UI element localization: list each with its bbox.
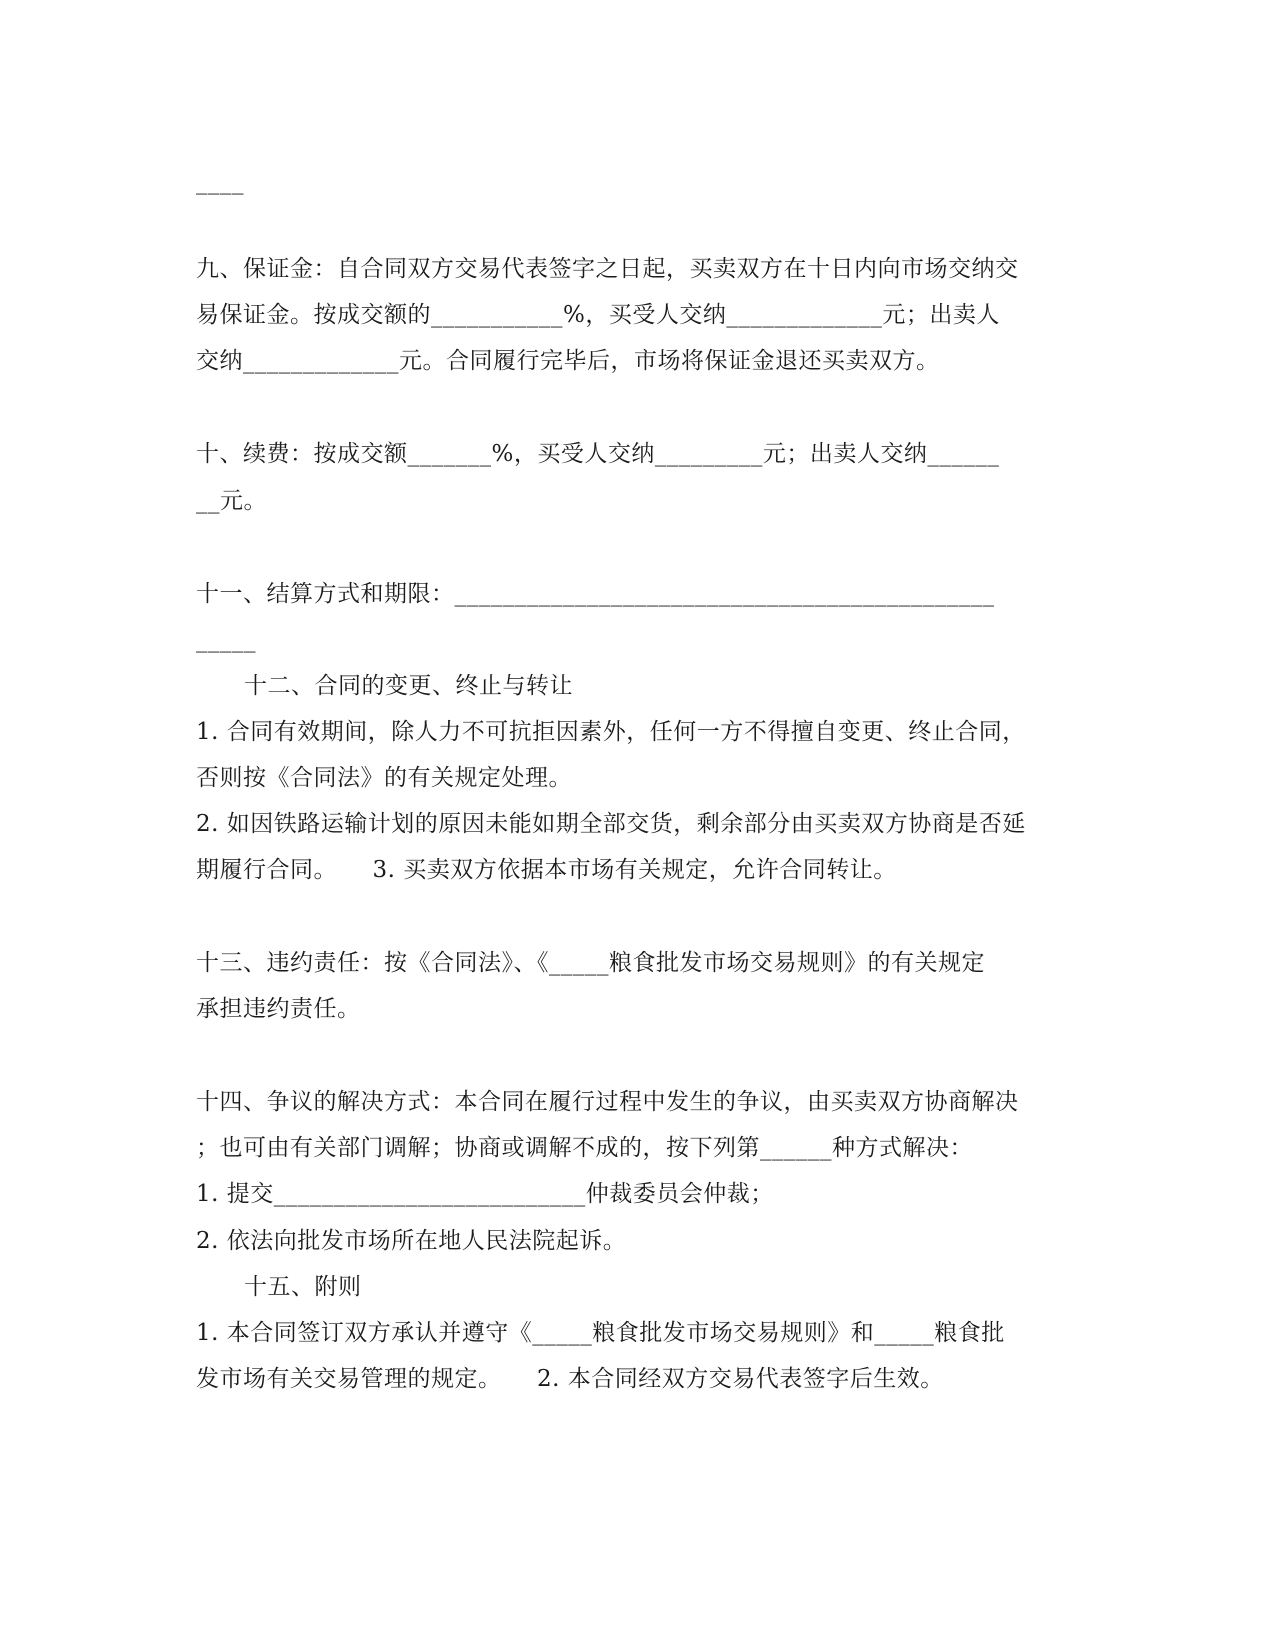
clause-10-line-2: __元。: [196, 488, 267, 514]
clause-10-line-1: 十、续费：按成交额_______%，买受人交纳_________元；出卖人交纳______: [196, 441, 1000, 467]
clause-12-item-1-line-2: 否则按《合同法》的有关规定处理。: [196, 765, 572, 791]
clause-9-line-3: 交纳_____________元。合同履行完毕后，市场将保证金退还买卖双方。: [196, 348, 940, 374]
clause-14-item-1: 1. 提交__________________________仲裁委员会仲裁；: [196, 1181, 774, 1207]
clause-14-line-2: ；也可由有关部门调解；协商或调解不成的，按下列第______种方式解决：: [196, 1135, 973, 1161]
clause-13-line-2: 承担违约责任。: [196, 996, 361, 1022]
clause-9-line-1: 九、保证金：自合同双方交易代表签字之日起，买卖双方在十日内向市场交纳交: [196, 256, 1019, 282]
text-line-blank: ____: [196, 169, 244, 195]
clause-9-line-2: 易保证金。按成交额的___________%，买受人交纳_____________元；出卖人: [196, 302, 1000, 328]
clause-12-item-2-line-1: 2. 如因铁路运输计划的原因未能如期全部交货，剩余部分由买卖双方协商是否延: [196, 811, 1026, 837]
clause-15-item-1-line-2: 发市场有关交易管理的规定。 2. 本合同经双方交易代表签字后生效。: [196, 1366, 944, 1392]
clause-12-heading: 十二、合同的变更、终止与转让: [244, 673, 573, 699]
clause-15-item-1-line-1: 1. 本合同签订双方承认并遵守《_____粮食批发市场交易规则》和_____粮食批: [196, 1320, 1005, 1346]
clause-14-line-1: 十四、争议的解决方式：本合同在履行过程中发生的争议，由买卖双方协商解决: [196, 1089, 1019, 1115]
clause-13-line-1: 十三、违约责任：按《合同法》、《_____粮食批发市场交易规则》的有关规定: [196, 950, 985, 976]
clause-11-line-1: 十一、结算方式和期限：_____________________________________________: [196, 581, 995, 607]
clause-11-line-2: _____: [196, 627, 256, 653]
clause-12-item-2-line-2: 期履行合同。 3. 买卖双方依据本市场有关规定，允许合同转让。: [196, 857, 897, 883]
clause-15-heading: 十五、附则: [244, 1274, 362, 1300]
clause-12-item-1-line-1: 1. 合同有效期间，除人力不可抗拒因素外，任何一方不得擅自变更、终止合同，: [196, 719, 1026, 745]
clause-14-item-2: 2. 依法向批发市场所在地人民法院起诉。: [196, 1228, 627, 1254]
